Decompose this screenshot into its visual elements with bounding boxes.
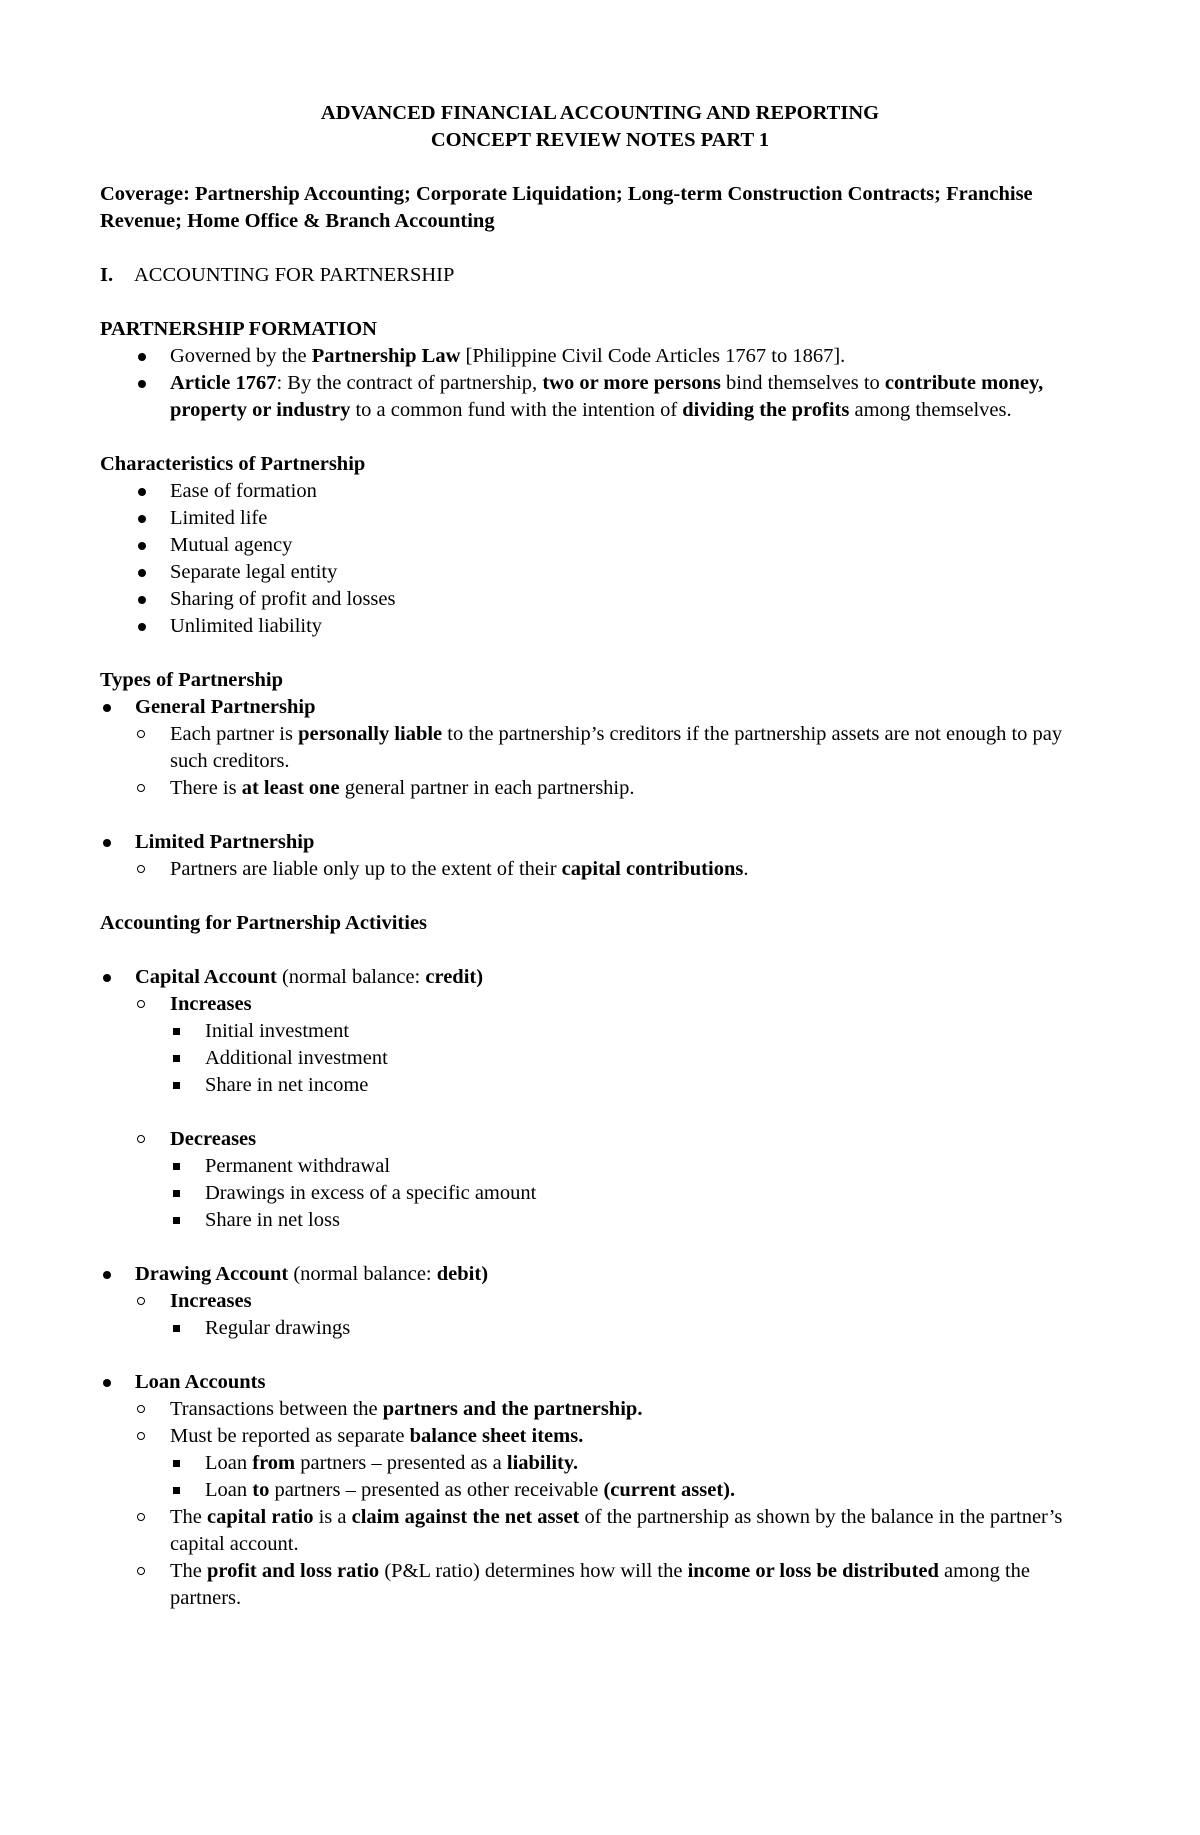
list-item: Ease of formation <box>100 478 1100 505</box>
section-title: ACCOUNTING FOR PARTNERSHIP <box>134 264 455 286</box>
sub-item: Decreases Permanent withdrawal Drawings in excess of a specific amount Share in net loss <box>135 1126 1100 1234</box>
capital-account-item: Capital Account (normal balance: credit) Increases Initial investment Additional investment Share in net income Decreases Permanent withdrawal Drawings in excess of a specific amount Share in net loss <box>100 964 1100 1261</box>
coverage-line: Coverage: Partnership Accounting; Corporate Liquidation; Long-term Construction Contracts; Franchise Revenue; Home Office & Branch Accounting <box>100 183 1033 232</box>
characteristics-list <box>100 478 1100 640</box>
formation-list <box>100 343 1100 424</box>
sub-item: There is at least one general partner in each partnership. <box>135 775 1100 802</box>
list-item: Drawings in excess of a specific amount <box>170 1180 1100 1207</box>
list-item: Permanent withdrawal <box>170 1153 1100 1180</box>
section-heading <box>100 262 1100 289</box>
sub-item: Increases Initial investment Additional investment Share in net income <box>135 991 1100 1126</box>
list-item: Loan to partners – presented as other receivable (current asset). <box>170 1477 1100 1504</box>
list-item: Regular drawings <box>170 1315 1100 1342</box>
sub-item: The profit and loss ratio (P&L ratio) determines how will the income or loss be distributed among the partners. <box>135 1558 1100 1612</box>
list-item: Share in net loss <box>170 1207 1100 1234</box>
list-item: Initial investment <box>170 1018 1100 1045</box>
list-item: Unlimited liability <box>100 613 1100 640</box>
types-list <box>100 694 1100 883</box>
list-item: Limited life <box>100 505 1100 532</box>
list-item: Mutual agency <box>100 532 1100 559</box>
list-item: Share in net income <box>170 1072 1100 1099</box>
sub-item: Each partner is personally liable to the partnership’s creditors if the partnership assets are not enough to pay such creditors. <box>135 721 1100 775</box>
activities-list <box>100 964 1100 1612</box>
characteristics-heading: Characteristics of Partnership <box>100 453 366 475</box>
limited-partnership-item: Limited Partnership Partners are liable only up to the extent of their capital contributions. <box>100 829 1100 883</box>
list-item: Additional investment <box>170 1045 1100 1072</box>
formation-heading: PARTNERSHIP FORMATION <box>100 318 377 340</box>
document-title: ADVANCED FINANCIAL ACCOUNTING AND REPORTING <box>320 102 880 124</box>
sub-item: Partners are liable only up to the extent of their capital contributions. <box>135 856 1100 883</box>
formation-item: Governed by the Partnership Law [Philippine Civil Code Articles 1767 to 1867]. <box>100 343 1100 370</box>
sub-item: Must be reported as separate balance sheet items. Loan from partners – presented as a liability. Loan to partners – presented as other receivable (current asset). <box>135 1423 1100 1504</box>
list-item: Loan from partners – presented as a liability. <box>170 1450 1100 1477</box>
formation-item: Article 1767: By the contract of partnership, two or more persons bind themselves to contribute money, property or industry to a common fund with the intention of dividing the profits among themselves. <box>100 370 1100 424</box>
list-item: Separate legal entity <box>100 559 1100 586</box>
activities-heading: Accounting for Partnership Activities <box>100 912 428 934</box>
section-number: I. <box>100 264 114 286</box>
sub-item: Transactions between the partners and the partnership. <box>135 1396 1100 1423</box>
types-heading: Types of Partnership <box>100 669 283 691</box>
general-partnership-item: General Partnership Each partner is personally liable to the partnership’s creditors if the partnership assets are not enough to pay such creditors. There is at least one general partner in each partnership. <box>100 694 1100 829</box>
sub-item: Increases Regular drawings <box>135 1288 1100 1342</box>
sub-item: The capital ratio is a claim against the net asset of the partnership as shown by the balance in the partner’s capital account. <box>135 1504 1100 1558</box>
list-item: Sharing of profit and losses <box>100 586 1100 613</box>
drawing-account-item: Drawing Account (normal balance: debit) Increases Regular drawings <box>100 1261 1100 1369</box>
loan-accounts-item: Loan Accounts Transactions between the partners and the partnership. Must be reported as separate balance sheet items. Loan from partners – presented as a liability. Loan to partners – presented as other receivable (current asset). The capital ratio is a claim against the net asset of the partnership as shown by the balance in the partner’s capital account. The profit and loss ratio (P&L ratio) determines how will the income or loss be distributed among the partners. <box>100 1369 1100 1612</box>
document-subtitle: CONCEPT REVIEW NOTES PART 1 <box>430 129 770 151</box>
